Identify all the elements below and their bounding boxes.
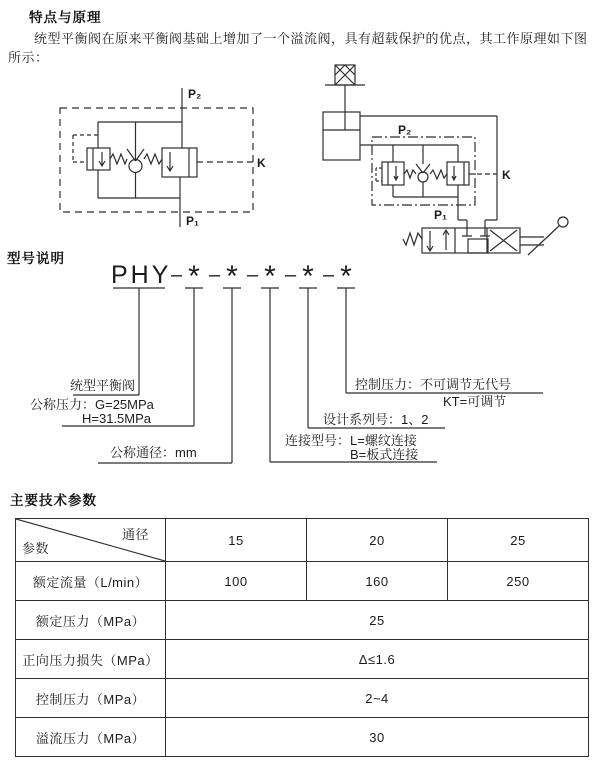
label-nominal-pressure-2: H=31.5MPa (82, 411, 152, 426)
left-valve-body (87, 148, 110, 170)
block-bottom-rail (393, 185, 458, 197)
right-valve-body (162, 148, 197, 177)
row-label: 溢流压力（MPa） (16, 718, 166, 757)
directional-valve-body (422, 228, 520, 253)
valve-lever (520, 226, 559, 255)
label-valve-type: 统型平衡阀 (69, 378, 135, 393)
valve-spring (403, 233, 422, 245)
directional-valve-dividers (455, 228, 487, 253)
balance-valve-schematic (55, 82, 305, 232)
label-control-1: 控制压力：不可调节无代号 (355, 377, 512, 392)
row-label: 额定压力（MPa） (16, 601, 166, 640)
block-check-ball (418, 172, 428, 182)
left-spring (110, 154, 127, 164)
label-connection-2: B=板式连接 (350, 447, 419, 462)
valve-enclosure-dashed (60, 108, 253, 212)
valve-lever-knob (558, 217, 568, 227)
cell-value: Δ≤1.6 (166, 640, 589, 679)
cell-value: 160 (307, 562, 448, 601)
valve-center-box (468, 239, 488, 253)
section-title-features: 特点与原理 (29, 10, 102, 25)
model-code-star: * (340, 260, 352, 293)
model-code-dash: – (247, 264, 259, 286)
section-title-specs: 主要技术参数 (10, 493, 97, 508)
row-label: 额定流量（L/min） (16, 562, 166, 601)
label-nominal-pressure-1: 公称压力：G=25MPa (30, 397, 154, 412)
block-left-valve (382, 162, 404, 185)
block-right-valve (447, 162, 469, 185)
check-valve-ball (129, 160, 142, 173)
model-code-star: * (226, 260, 238, 293)
model-code-star: * (302, 260, 314, 293)
label-connection-1: 连接型号：L=螺纹连接 (285, 433, 417, 448)
table-row (16, 601, 589, 640)
model-code-dash: – (285, 264, 297, 286)
model-code-figure (0, 258, 600, 486)
block-right-valve-arrow (452, 166, 456, 180)
model-code-star: * (264, 260, 276, 293)
cell-value: 30 (166, 718, 589, 757)
block-right-spring (430, 170, 447, 179)
column-header: 20 (307, 519, 448, 562)
model-code-star: * (188, 260, 200, 293)
p1-work-line (458, 197, 467, 228)
block-left-spring (404, 170, 416, 178)
column-header: 25 (448, 519, 589, 562)
spec-table (15, 518, 589, 757)
p1-port-label: P₁ (186, 214, 199, 228)
model-code-dash: – (209, 264, 221, 286)
k-label: K (502, 168, 511, 182)
header-diameter-label: 通径 (121, 527, 149, 542)
table-row (16, 562, 589, 601)
table-row (16, 718, 589, 757)
cell-value: 250 (448, 562, 589, 601)
valve-right-position-cross (490, 230, 517, 251)
label-series: 设计系列号：1、2 (323, 412, 429, 427)
cylinder (323, 112, 360, 160)
k-port-label: K (257, 156, 266, 170)
header-parameter-label: 参数 (22, 541, 50, 556)
model-code-prefix: PHY (111, 261, 172, 289)
block-pilot-dashed (376, 168, 382, 181)
cell-value: 25 (166, 601, 589, 640)
block-left-valve-arrow (394, 166, 398, 180)
label-nominal-diameter: 公称通径：mm (110, 445, 197, 460)
model-code-dash: – (323, 264, 335, 286)
right-spring (144, 154, 162, 164)
load-hatch (335, 65, 355, 85)
left-valve-arrow (99, 152, 105, 166)
column-header: 15 (166, 519, 307, 562)
rod-side-line (360, 116, 497, 228)
model-code-dash: – (171, 264, 183, 286)
row-label: 正向压力损失（MPa） (16, 640, 166, 679)
cell-value: 100 (166, 562, 307, 601)
p1-label: P₁ (434, 208, 447, 222)
table-row (16, 640, 589, 679)
valve-left-position-arrows (427, 230, 449, 251)
application-circuit-schematic (318, 58, 580, 258)
valve-center-blocked-ports (462, 228, 490, 236)
label-control-2: KT=可调节 (443, 394, 507, 409)
table-row (16, 679, 589, 718)
intro-paragraph: 统型平衡阀在原来平衡阀基础上增加了一个溢流阀，具有超载保护的优点，其工作原理如下图所示： (8, 31, 588, 65)
p2-label: P₂ (398, 123, 412, 137)
cell-value: 2~4 (166, 679, 589, 718)
block-top-drops (393, 145, 458, 164)
right-valve-arrow (167, 152, 173, 171)
section-title-model: 型号说明 (7, 251, 65, 266)
row-label: 控制压力（MPa） (16, 679, 166, 718)
spec-header-row (16, 519, 589, 562)
diagonal-header-cell (16, 519, 166, 562)
p2-port-label: P₂ (188, 87, 202, 101)
